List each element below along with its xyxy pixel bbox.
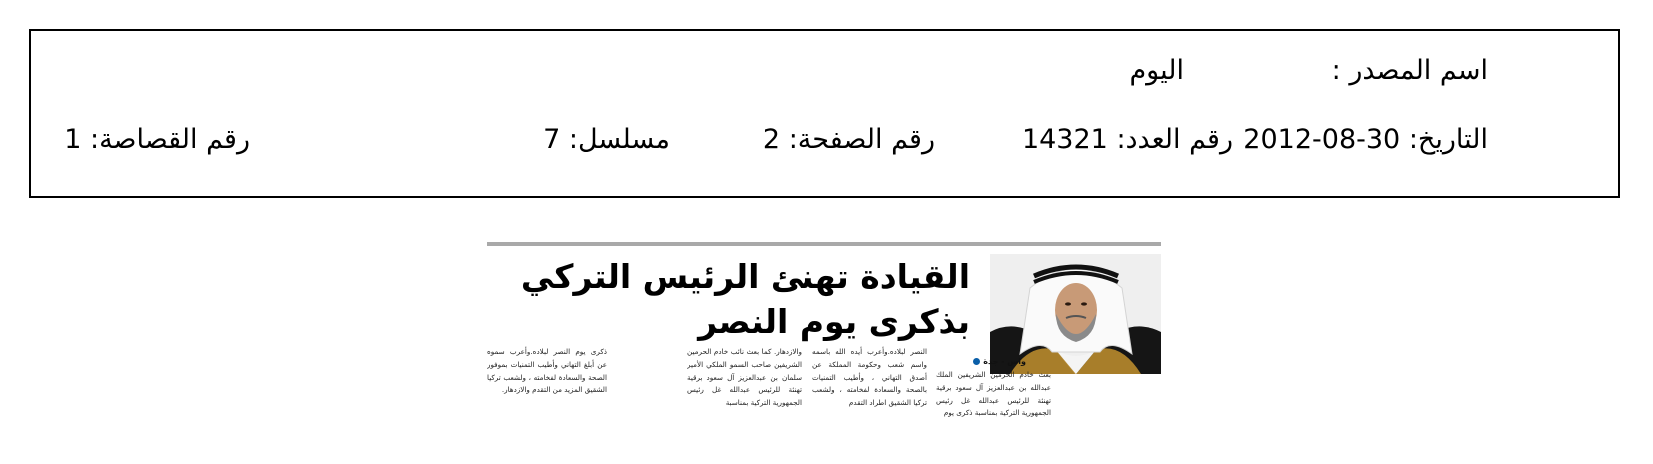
serial-field: مسلسل: 7 xyxy=(543,124,670,155)
portrait-image xyxy=(990,254,1161,374)
top-rule xyxy=(487,242,1161,246)
source-value: اليوم xyxy=(1129,55,1184,86)
article-column-1: بعث خادم الحرمين الشريفين الملك عبدالله بن عبدالعزيز آل سعود برقية تهنئة للرئيس عبدالله غل رئيس الجمهورية التركية بمناسبة ذكرى يوم xyxy=(936,370,1051,418)
date-field: التاريخ: 30-08-2012 xyxy=(1243,124,1488,155)
article-column-2: النصر لبلاده.وأعرب أيده الله باسمه واسم شعب وحكومة المملكة عن أصدق التهاني ، وأطيب التمنيات بالصحة والسعادة لفخامته ، ولشعب تركيا الشقيق اطراد التقدم xyxy=(812,347,927,408)
headline-line-1: القيادة تهنئ الرئيس التركي xyxy=(520,257,970,296)
clip-number-field: رقم القصاصة: 1 xyxy=(64,124,250,155)
article-column-3: والازدهار. كما بعث نائب خادم الحرمين الشريفين صاحب السمو الملكي الأمير سلمان بن عبدالعزيز آل سعود برقية تهنئة للرئيس عبدالله غل رئيس الجمهورية التركية بمناسبة xyxy=(687,347,802,408)
source-label: اسم المصدر : xyxy=(1331,55,1488,86)
portrait-photo xyxy=(990,254,1161,374)
byline xyxy=(973,357,1026,366)
bullet-icon xyxy=(973,358,980,365)
headline-line-2: بذكرى يوم النصر xyxy=(698,302,970,341)
article-column-4: ذكرى يوم النصر لبلاده.وأعرب سموه عن أبلغ التهاني وأطيب التمنيات بموفور الصحة والسعادة لفخامته ، ولشعب تركيا الشقيق المزيد من التقدم والازدهار. xyxy=(487,347,607,395)
newspaper-clipping xyxy=(487,242,1161,447)
byline-text: واس - جدة xyxy=(983,357,1026,366)
issue-number-field: رقم العدد: 14321 xyxy=(1021,124,1233,155)
page-number-field: رقم الصفحة: 2 xyxy=(762,124,935,155)
